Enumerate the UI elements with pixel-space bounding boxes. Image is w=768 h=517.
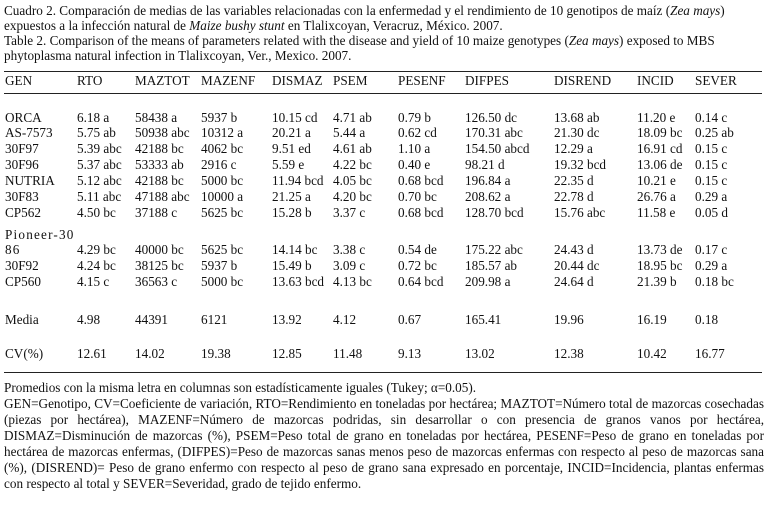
column-header: INCID xyxy=(637,73,674,88)
table-cell: 0.18 bc xyxy=(695,274,734,289)
table-cell: 5.75 ab xyxy=(77,125,116,140)
table-cell: 10000 a xyxy=(201,189,244,204)
column-header: PESENF xyxy=(398,73,446,88)
column-header: DISMAZ xyxy=(272,73,323,88)
column-header: MAZENF xyxy=(201,73,256,88)
table-cell: 185.57 ab xyxy=(465,258,518,273)
table-cell: 5.44 a xyxy=(333,125,366,140)
top-rule xyxy=(4,71,762,72)
media-label: Media xyxy=(5,312,39,327)
table-cell: 21.25 a xyxy=(272,189,311,204)
footnote-tukey: Promedios con la misma letra en columnas son estadísticamente iguales (Tukey; α=0.05). xyxy=(4,380,477,395)
table-cell: 4.71 ab xyxy=(333,110,372,125)
table-cell: 53333 ab xyxy=(135,157,184,172)
table-cell: 4.29 bc xyxy=(77,242,116,257)
table-cell: 0.68 bcd xyxy=(398,173,444,188)
table-cell: 15.49 b xyxy=(272,258,312,273)
cv-cell: 19.38 xyxy=(201,346,231,361)
cv-cell: 16.77 xyxy=(695,346,725,361)
table-cell: 11.94 bcd xyxy=(272,173,324,188)
media-cell: 0.67 xyxy=(398,312,422,327)
table-cell: 0.15 c xyxy=(695,141,728,156)
table-cell: 0.70 bc xyxy=(398,189,437,204)
bottom-rule xyxy=(4,372,762,373)
table-cell: 0.14 c xyxy=(695,110,728,125)
table-cell: 24.64 d xyxy=(554,274,594,289)
table-cell: 4.24 bc xyxy=(77,258,116,273)
table-cell: 5625 bc xyxy=(201,205,244,220)
table-cell: 3.37 c xyxy=(333,205,366,220)
table-cell: 10.15 cd xyxy=(272,110,318,125)
table-cell: 15.28 b xyxy=(272,205,312,220)
table-cell: 209.98 a xyxy=(465,274,511,289)
table-cell: 0.25 ab xyxy=(695,125,734,140)
column-header: RTO xyxy=(77,73,103,88)
table-cell: 18.09 bc xyxy=(637,125,683,140)
media-cell: 44391 xyxy=(135,312,168,327)
table-cell: 5.12 abc xyxy=(77,173,122,188)
column-header: GEN xyxy=(5,73,33,88)
genotype-name: 30F92 xyxy=(5,258,39,273)
table-cell: 0.15 c xyxy=(695,157,728,172)
genotype-name: ORCA xyxy=(5,110,42,125)
genotype-name: 30F97 xyxy=(5,141,39,156)
table-cell: 5937 b xyxy=(201,110,238,125)
table-cell: 47188 abc xyxy=(135,189,190,204)
cv-cell: 13.02 xyxy=(465,346,495,361)
cv-cell: 12.61 xyxy=(77,346,107,361)
table-caption xyxy=(4,3,766,63)
media-cell: 165.41 xyxy=(465,312,502,327)
table-cell: 13.63 bcd xyxy=(272,274,325,289)
table-cell: 170.31 abc xyxy=(465,125,523,140)
table-cell: 208.62 a xyxy=(465,189,511,204)
table-cell: 12.29 a xyxy=(554,141,593,156)
table-cell: 5625 bc xyxy=(201,242,244,257)
table-cell: 5.11 abc xyxy=(77,189,122,204)
genotype-name: 30F83 xyxy=(5,189,39,204)
genotype-name: 30F96 xyxy=(5,157,39,172)
table-cell: 98.21 d xyxy=(465,157,505,172)
table-cell: 5937 b xyxy=(201,258,238,273)
media-cell: 4.98 xyxy=(77,312,101,327)
genotype-name: CP560 xyxy=(5,274,41,289)
media-cell: 0.18 xyxy=(695,312,719,327)
table-cell: 5000 bc xyxy=(201,173,244,188)
table-cell: 4.50 bc xyxy=(77,205,116,220)
table-cell: 5000 bc xyxy=(201,274,244,289)
table-cell: 4062 bc xyxy=(201,141,244,156)
table-cell: 11.58 e xyxy=(637,205,676,220)
footnote xyxy=(4,380,764,492)
table-cell: 0.05 d xyxy=(695,205,728,220)
table-cell: 0.17 c xyxy=(695,242,728,257)
caption-spanish: Cuadro 2. Comparación de medias de las variables relacionadas con la enfermedad y el rendimiento de 10 genotipos de maíz (Zea mays) expuestos a la infección natural de Maize bushy stunt en Tlalixcoyan, Veracruz, México. 2007. xyxy=(4,3,725,33)
table-cell: 24.43 d xyxy=(554,242,594,257)
table-cell: 3.09 c xyxy=(333,258,366,273)
table-cell: 42188 bc xyxy=(135,141,184,156)
table-cell: 18.95 bc xyxy=(637,258,683,273)
cv-cell: 14.02 xyxy=(135,346,165,361)
table-cell: 50938 abc xyxy=(135,125,190,140)
table-cell: 175.22 abc xyxy=(465,242,523,257)
table-cell: 196.84 a xyxy=(465,173,511,188)
column-header: SEVER xyxy=(695,73,737,88)
genotype-name: NUTRIA xyxy=(5,173,55,188)
table-cell: 0.62 cd xyxy=(398,125,437,140)
cv-cell: 12.38 xyxy=(554,346,584,361)
table-cell: 6.18 a xyxy=(77,110,110,125)
table-cell: 11.20 e xyxy=(637,110,676,125)
table-cell: 40000 bc xyxy=(135,242,184,257)
table-cell: 3.38 c xyxy=(333,242,366,257)
table-cell: 20.21 a xyxy=(272,125,311,140)
media-cell: 4.12 xyxy=(333,312,357,327)
cv-cell: 12.85 xyxy=(272,346,302,361)
table-cell: 13.73 de xyxy=(637,242,683,257)
table-cell: 19.32 bcd xyxy=(554,157,607,172)
table-cell: 13.68 ab xyxy=(554,110,600,125)
table-cell: 4.22 bc xyxy=(333,157,372,172)
table-cell: 4.61 ab xyxy=(333,141,372,156)
table-cell: 14.14 bc xyxy=(272,242,318,257)
genotype-name: CP562 xyxy=(5,205,41,220)
cv-cell: 10.42 xyxy=(637,346,667,361)
table-cell: 0.64 bcd xyxy=(398,274,444,289)
table-cell: 0.54 de xyxy=(398,242,437,257)
footnote-abbreviations: GEN=Genotipo, CV=Coeficiente de variación, RTO=Rendimiento en toneladas por hectárea; MAZTOT=Número total de mazorcas cosechadas (piezas por hectárea), MAZENF=Número de mazorcas podridas, sin desarrollar o con presencia de granos vanos por hectárea, DISMAZ=Disminución de mazorcas (%), PSEM=Peso total de grano en toneladas por hectárea, PESENF=Peso de grano en toneladas por hectárea de mazorcas enfermas, (DIFPES)=Peso de mazorcas sanas menos peso de mazorcas enfermas con respecto al peso de mazorcas sana (%), (DISREND)= Peso de grano enfermo con respecto al peso de grano sana expresado en porcentaje, INCID=Incidencia, plantas enfermas con respecto al total y SEVER=Severidad, grado de tejido enfermo. xyxy=(4,396,764,491)
table-cell: 37188 c xyxy=(135,205,178,220)
table-cell: 58438 a xyxy=(135,110,178,125)
table-cell: 4.13 bc xyxy=(333,274,372,289)
caption-english: Table 2. Comparison of the means of parameters related with the disease and yield of 10 maize genotypes (Zea mays) exposed to MBS phytoplasma natural infection in Tlalixcoyan, Ver., Mexico. 2007. xyxy=(4,33,715,63)
table-cell: 126.50 dc xyxy=(465,110,518,125)
media-cell: 16.19 xyxy=(637,312,667,327)
table-cell: 22.78 d xyxy=(554,189,594,204)
table-cell: 0.68 bcd xyxy=(398,205,444,220)
table-cell: 16.91 cd xyxy=(637,141,683,156)
table-cell: 42188 bc xyxy=(135,173,184,188)
table-cell: 4.20 bc xyxy=(333,189,372,204)
media-cell: 19.96 xyxy=(554,312,584,327)
cv-cell: 11.48 xyxy=(333,346,363,361)
table-cell: 5.37 abc xyxy=(77,157,122,172)
table-cell: 26.76 a xyxy=(637,189,676,204)
table-cell: 0.72 bc xyxy=(398,258,437,273)
genotype-name: AS-7573 xyxy=(5,125,53,140)
table-cell: 4.05 bc xyxy=(333,173,372,188)
table-cell: 0.79 b xyxy=(398,110,431,125)
column-header: PSEM xyxy=(333,73,368,88)
table-cell: 21.30 dc xyxy=(554,125,600,140)
column-header: DISREND xyxy=(554,73,612,88)
cv-label: CV(%) xyxy=(5,346,44,361)
table-cell: 22.35 d xyxy=(554,173,594,188)
table-cell: 0.29 a xyxy=(695,189,728,204)
table-cell: 9.51 ed xyxy=(272,141,311,156)
table-cell: 21.39 b xyxy=(637,274,677,289)
table-cell: 20.44 dc xyxy=(554,258,600,273)
table-cell: 4.15 c xyxy=(77,274,110,289)
column-header: DIFPES xyxy=(465,73,509,88)
table-cell: 0.15 c xyxy=(695,173,728,188)
table-cell: 10312 a xyxy=(201,125,244,140)
table-cell: 5.39 abc xyxy=(77,141,122,156)
table-cell: 36563 c xyxy=(135,274,178,289)
table-cell: 5.59 e xyxy=(272,157,305,172)
table-cell: 0.29 a xyxy=(695,258,728,273)
header-rule xyxy=(4,93,762,94)
column-header: MAZTOT xyxy=(135,73,190,88)
media-cell: 13.92 xyxy=(272,312,302,327)
table-cell: 154.50 abcd xyxy=(465,141,530,156)
table-cell: 1.10 a xyxy=(398,141,431,156)
table-cell: 38125 bc xyxy=(135,258,184,273)
table-cell: 2916 c xyxy=(201,157,237,172)
cv-cell: 9.13 xyxy=(398,346,422,361)
table-cell: 13.06 de xyxy=(637,157,683,172)
genotype-name: Pioneer-3086 xyxy=(5,227,75,257)
table-cell: 0.40 e xyxy=(398,157,431,172)
media-cell: 6121 xyxy=(201,312,228,327)
table-cell: 128.70 bcd xyxy=(465,205,524,220)
table-cell: 10.21 e xyxy=(637,173,676,188)
table-cell: 15.76 abc xyxy=(554,205,606,220)
